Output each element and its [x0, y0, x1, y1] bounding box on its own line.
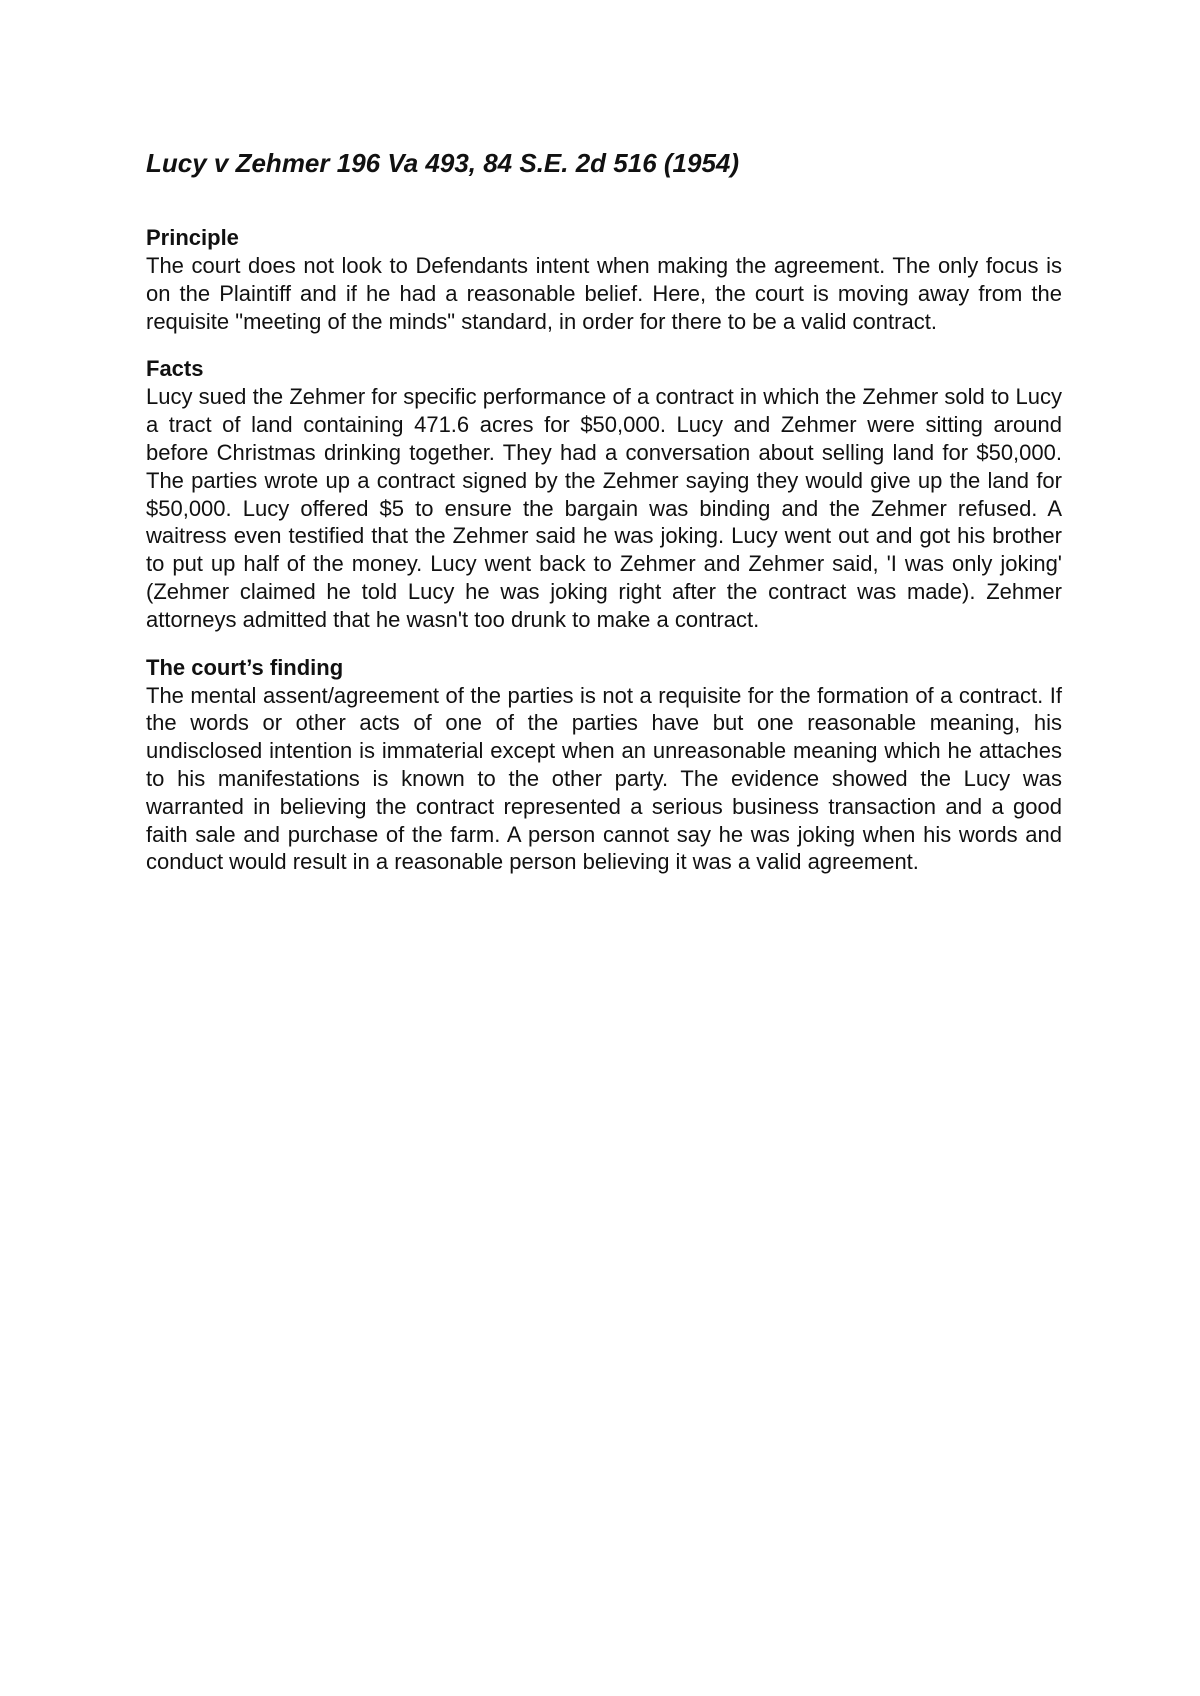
document-page: [146, 146, 1062, 896]
section-principle: [146, 224, 1062, 335]
section-heading: Facts: [146, 356, 204, 382]
section-facts: [146, 355, 1062, 633]
section-body: The mental assent/agreement of the parties is not a requisite for the formation of a contract. If the words or other acts of one of the parties have but one reasonable meaning, his undisclosed intention is immaterial except when an unreasonable meaning which he attaches to his manifestations is known to the other party. The evidence showed the Lucy was warranted in believing the contract represented a serious business transaction and a good faith sale and purchase of the farm. A person cannot say he was joking when his words and conduct would result in a reasonable person believing it was a valid agreement.: [146, 682, 1062, 875]
section-courts-finding: [146, 654, 1062, 877]
section-body: Lucy sued the Zehmer for specific performance of a contract in which the Zehmer sold to Lucy a tract of land containing 471.6 acres for $50,000. Lucy and Zehmer were sitting around before Christmas drinking together. They had a conversation about selling land for $50,000. The parties wrote up a contract signed by the Zehmer saying they would give up the land for $50,000. Lucy offered $5 to ensure the bargain was binding and the Zehmer refused. A waitress even testified that the Zehmer said he was joking. Lucy went out and got his brother to put up half of the money. Lucy went back to Zehmer and Zehmer said, 'I was only joking' (Zehmer claimed he told Lucy he was joking right after the contract was made). Zehmer attorneys admitted that he wasn't too drunk to make a contract.: [146, 384, 1062, 632]
section-body: The court does not look to Defendants intent when making the agreement. The only focus is on the Plaintiff and if he had a reasonable belief. Here, the court is moving away from the requisite "meeting of the minds" standard, in order for there to be a valid contract.: [146, 253, 1062, 334]
document-title: Lucy v Zehmer 196 Va 493, 84 S.E. 2d 516 (1954): [146, 148, 740, 178]
section-heading: The court’s finding: [146, 654, 344, 680]
section-heading: Principle: [146, 225, 239, 250]
